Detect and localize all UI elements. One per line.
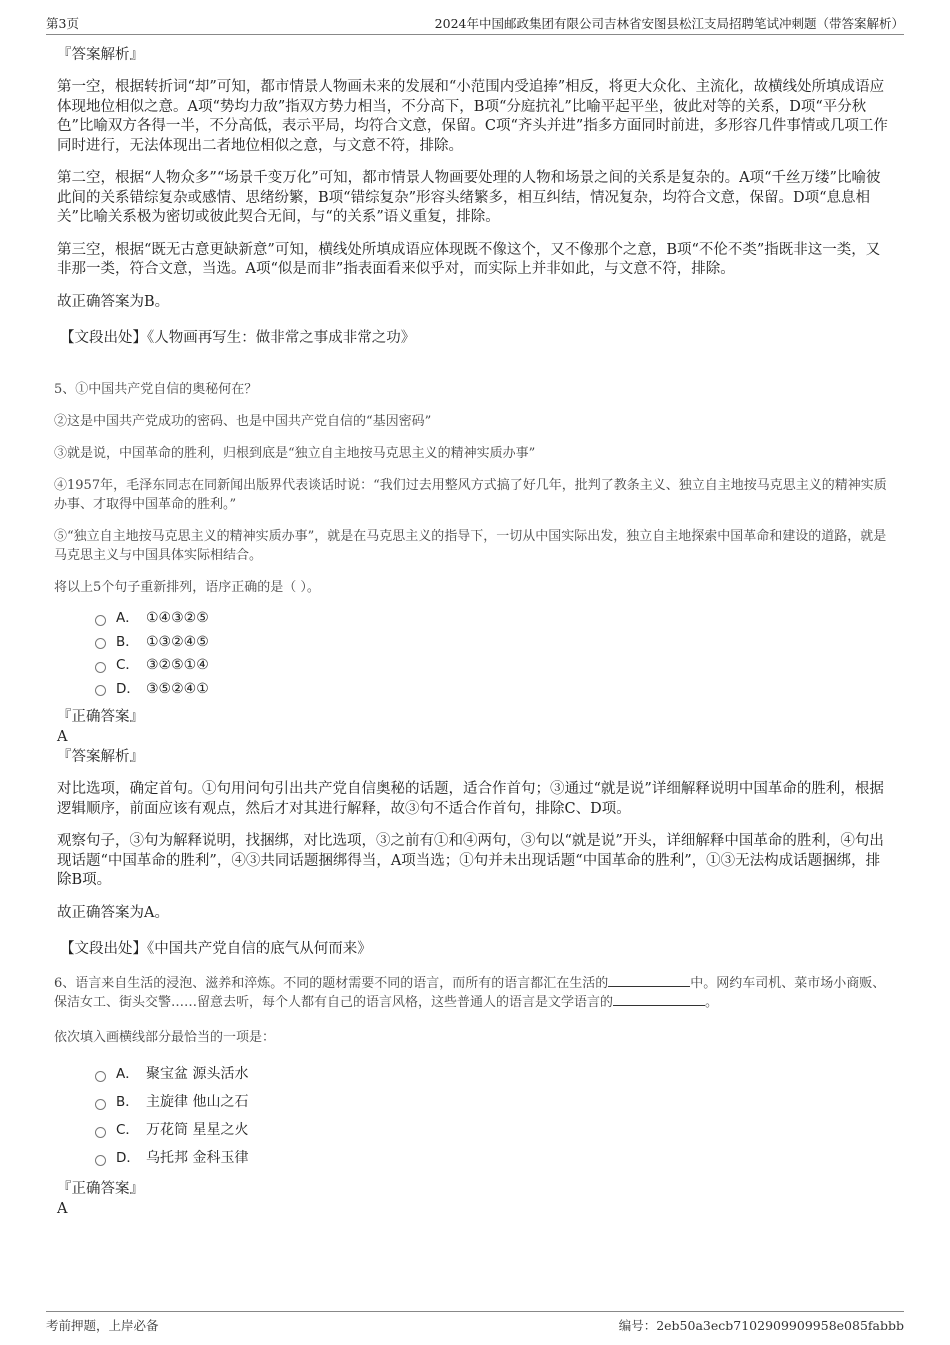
q5-line-5: ⑤“独立自主地按马克思主义的精神实质办事”，就是在马克思主义的指导下，一切从中国实际出发，独立自主地探索中国革命和建设的道路，就是马克思主义与中国具体实际相结合。: [54, 529, 887, 563]
q5-answer-statement: 故正确答案为A。: [57, 904, 169, 921]
radio-icon[interactable]: [95, 685, 106, 696]
q4-analysis-para-1: 第一空，根据转折词“却”可知，都市情景人物画未来的发展和“小范围内受追捧”相反，将更大众化、主流化，故横线处所填成语应体现地位相似之意。A项“势均力敌”指双方势力相当，不分高下，B项“分庭抗礼”比喻平起平坐，彼此对等的关系，D项“平分秋色”比喻双方各得一半，不分高低，表示平局，均符合文意，保留。C项“齐头并进”指多方面同时前进，多形容几件事情或几项工作同时进行，无法体现出二者地位相似之意，与文意不符，排除。: [57, 79, 888, 154]
fill-blank-2: [613, 993, 705, 1006]
page-header: [46, 14, 904, 35]
q5-prompt: 将以上5个句子重新排列，语序正确的是（ ）。: [54, 580, 320, 595]
q6-options: [95, 1061, 892, 1173]
q4-source: 【文段出处】《人物画再写生：做非常之事成非常之功》: [60, 330, 416, 346]
q5-line-2: ②这是中国共产党成功的密码、也是中国共产党自信的“基因密码”: [54, 414, 432, 429]
q5-source: 【文段出处】《中国共产党自信的底气从何而来》: [60, 941, 372, 957]
q5-correct-answer: A: [57, 729, 68, 745]
q6-option-a[interactable]: A． 聚宝盆 源头活水: [95, 1061, 892, 1089]
q5-option-d[interactable]: D． ③⑤②④①: [95, 678, 892, 702]
radio-icon[interactable]: [95, 1099, 106, 1110]
q6-correct-tag: 『正确答案』: [57, 1181, 144, 1197]
page-number: 第3页: [46, 16, 79, 31]
q5-correct-tag: 『正确答案』: [57, 709, 144, 725]
document-id: 编号：2eb50a3ecb7102909909958e085fabbb: [618, 1318, 904, 1333]
q5-options: [95, 607, 892, 701]
q4-analysis-para-3: 第三空，根据“既无古意更缺新意”可知，横线处所填成语应体现既不像这个，又不像那个之意，B项“不伦不类”指既非这一类，又非那一类，符合文意，当选。A项“似是而非”指表面看来似乎对，而实际上并非如此，与文意不符，排除。: [57, 241, 881, 277]
document-title: 2024年中国邮政集团有限公司吉林省安图县松江支局招聘笔试冲刺题（带答案解析）: [434, 16, 904, 31]
q5-option-b[interactable]: B． ①③②④⑤: [95, 631, 892, 655]
page-footer: [46, 1311, 904, 1338]
q5-line-1: 5、①中国共产党自信的奥秘何在？: [54, 382, 258, 397]
radio-icon[interactable]: [95, 1127, 106, 1138]
q6-prompt: 依次填入画横线部分最恰当的一项是：: [54, 1030, 276, 1045]
q5-analysis-para-2: 观察句子，③句为解释说明，找捆绑，对比选项，③之前有①和④两句，③句以“就是说”开头，详细解释中国革命的胜利，④句出现话题“中国革命的胜利”，④③共同话题捆绑得当，A项当选；①句并未出现话题“中国革命的胜利”，①③无法构成话题捆绑，排除B项。: [57, 833, 884, 888]
q6-correct-answer: A: [57, 1201, 68, 1217]
fill-blank-1: [608, 974, 690, 987]
radio-icon[interactable]: [95, 1155, 106, 1166]
radio-icon[interactable]: [95, 615, 106, 626]
q5-analysis-tag: 『答案解析』: [57, 749, 144, 765]
radio-icon[interactable]: [95, 638, 106, 649]
q6-option-c[interactable]: C． 万花筒 星星之火: [95, 1117, 892, 1145]
q5-option-a[interactable]: A． ①④③②⑤: [95, 607, 892, 631]
q4-analysis-tag: 『答案解析』: [57, 47, 144, 63]
footer-slogan: 考前押题，上岸必备: [46, 1318, 159, 1333]
radio-icon[interactable]: [95, 1071, 106, 1082]
radio-icon[interactable]: [95, 662, 106, 673]
q5-analysis-para-1: 对比选项，确定首句。①句用问句引出共产党自信奥秘的话题，适合作首句；③通过“就是说”详细解释说明中国革命的胜利，根据逻辑顺序，前面应该有观点，然后才对其进行解释，故③句不适合作首句，排除C、D项。: [57, 781, 884, 817]
page-content: [54, 45, 892, 1219]
q5-option-c[interactable]: C． ③②⑤①④: [95, 654, 892, 678]
q4-answer-statement: 故正确答案为B。: [57, 293, 170, 310]
q6-stem: 6、语言来自生活的浸泡、滋养和淬炼。不同的题材需要不同的语言，而所有的语言都汇在生活的 中。网约车司机、菜市场小商贩、保洁女工、街头交警……留意去听，每个人都有自己的语言风格，这些普通人的语言是文学语言的 。: [54, 976, 886, 1010]
q4-analysis-para-2: 第二空，根据“人物众多”“场景千变万化”可知，都市情景人物画要处理的人物和场景之间的关系是复杂的。A项“千丝万缕”比喻彼此间的关系错综复杂或感情、思绪纷繁，B项“错综复杂”形容头绪繁多，相互纠结，情况复杂，均符合文意，保留。D项“息息相关”比喻关系极为密切或彼此契合无间，与“的关系”语义重复，排除。: [57, 170, 881, 225]
q5-line-3: ③就是说，中国革命的胜利，归根到底是“独立自主地按马克思主义的精神实质办事”: [54, 446, 536, 461]
q6-option-b[interactable]: B． 主旋律 他山之石: [95, 1089, 892, 1117]
q5-line-4: ④1957年，毛泽东同志在同新闻出版界代表谈话时说：“我们过去用整风方式搞了好几年，批判了教条主义、独立自主地按马克思主义的精神实质办事、才取得中国革命的胜利。”: [54, 478, 887, 512]
q6-option-d[interactable]: D． 乌托邦 金科玉律: [95, 1145, 892, 1173]
